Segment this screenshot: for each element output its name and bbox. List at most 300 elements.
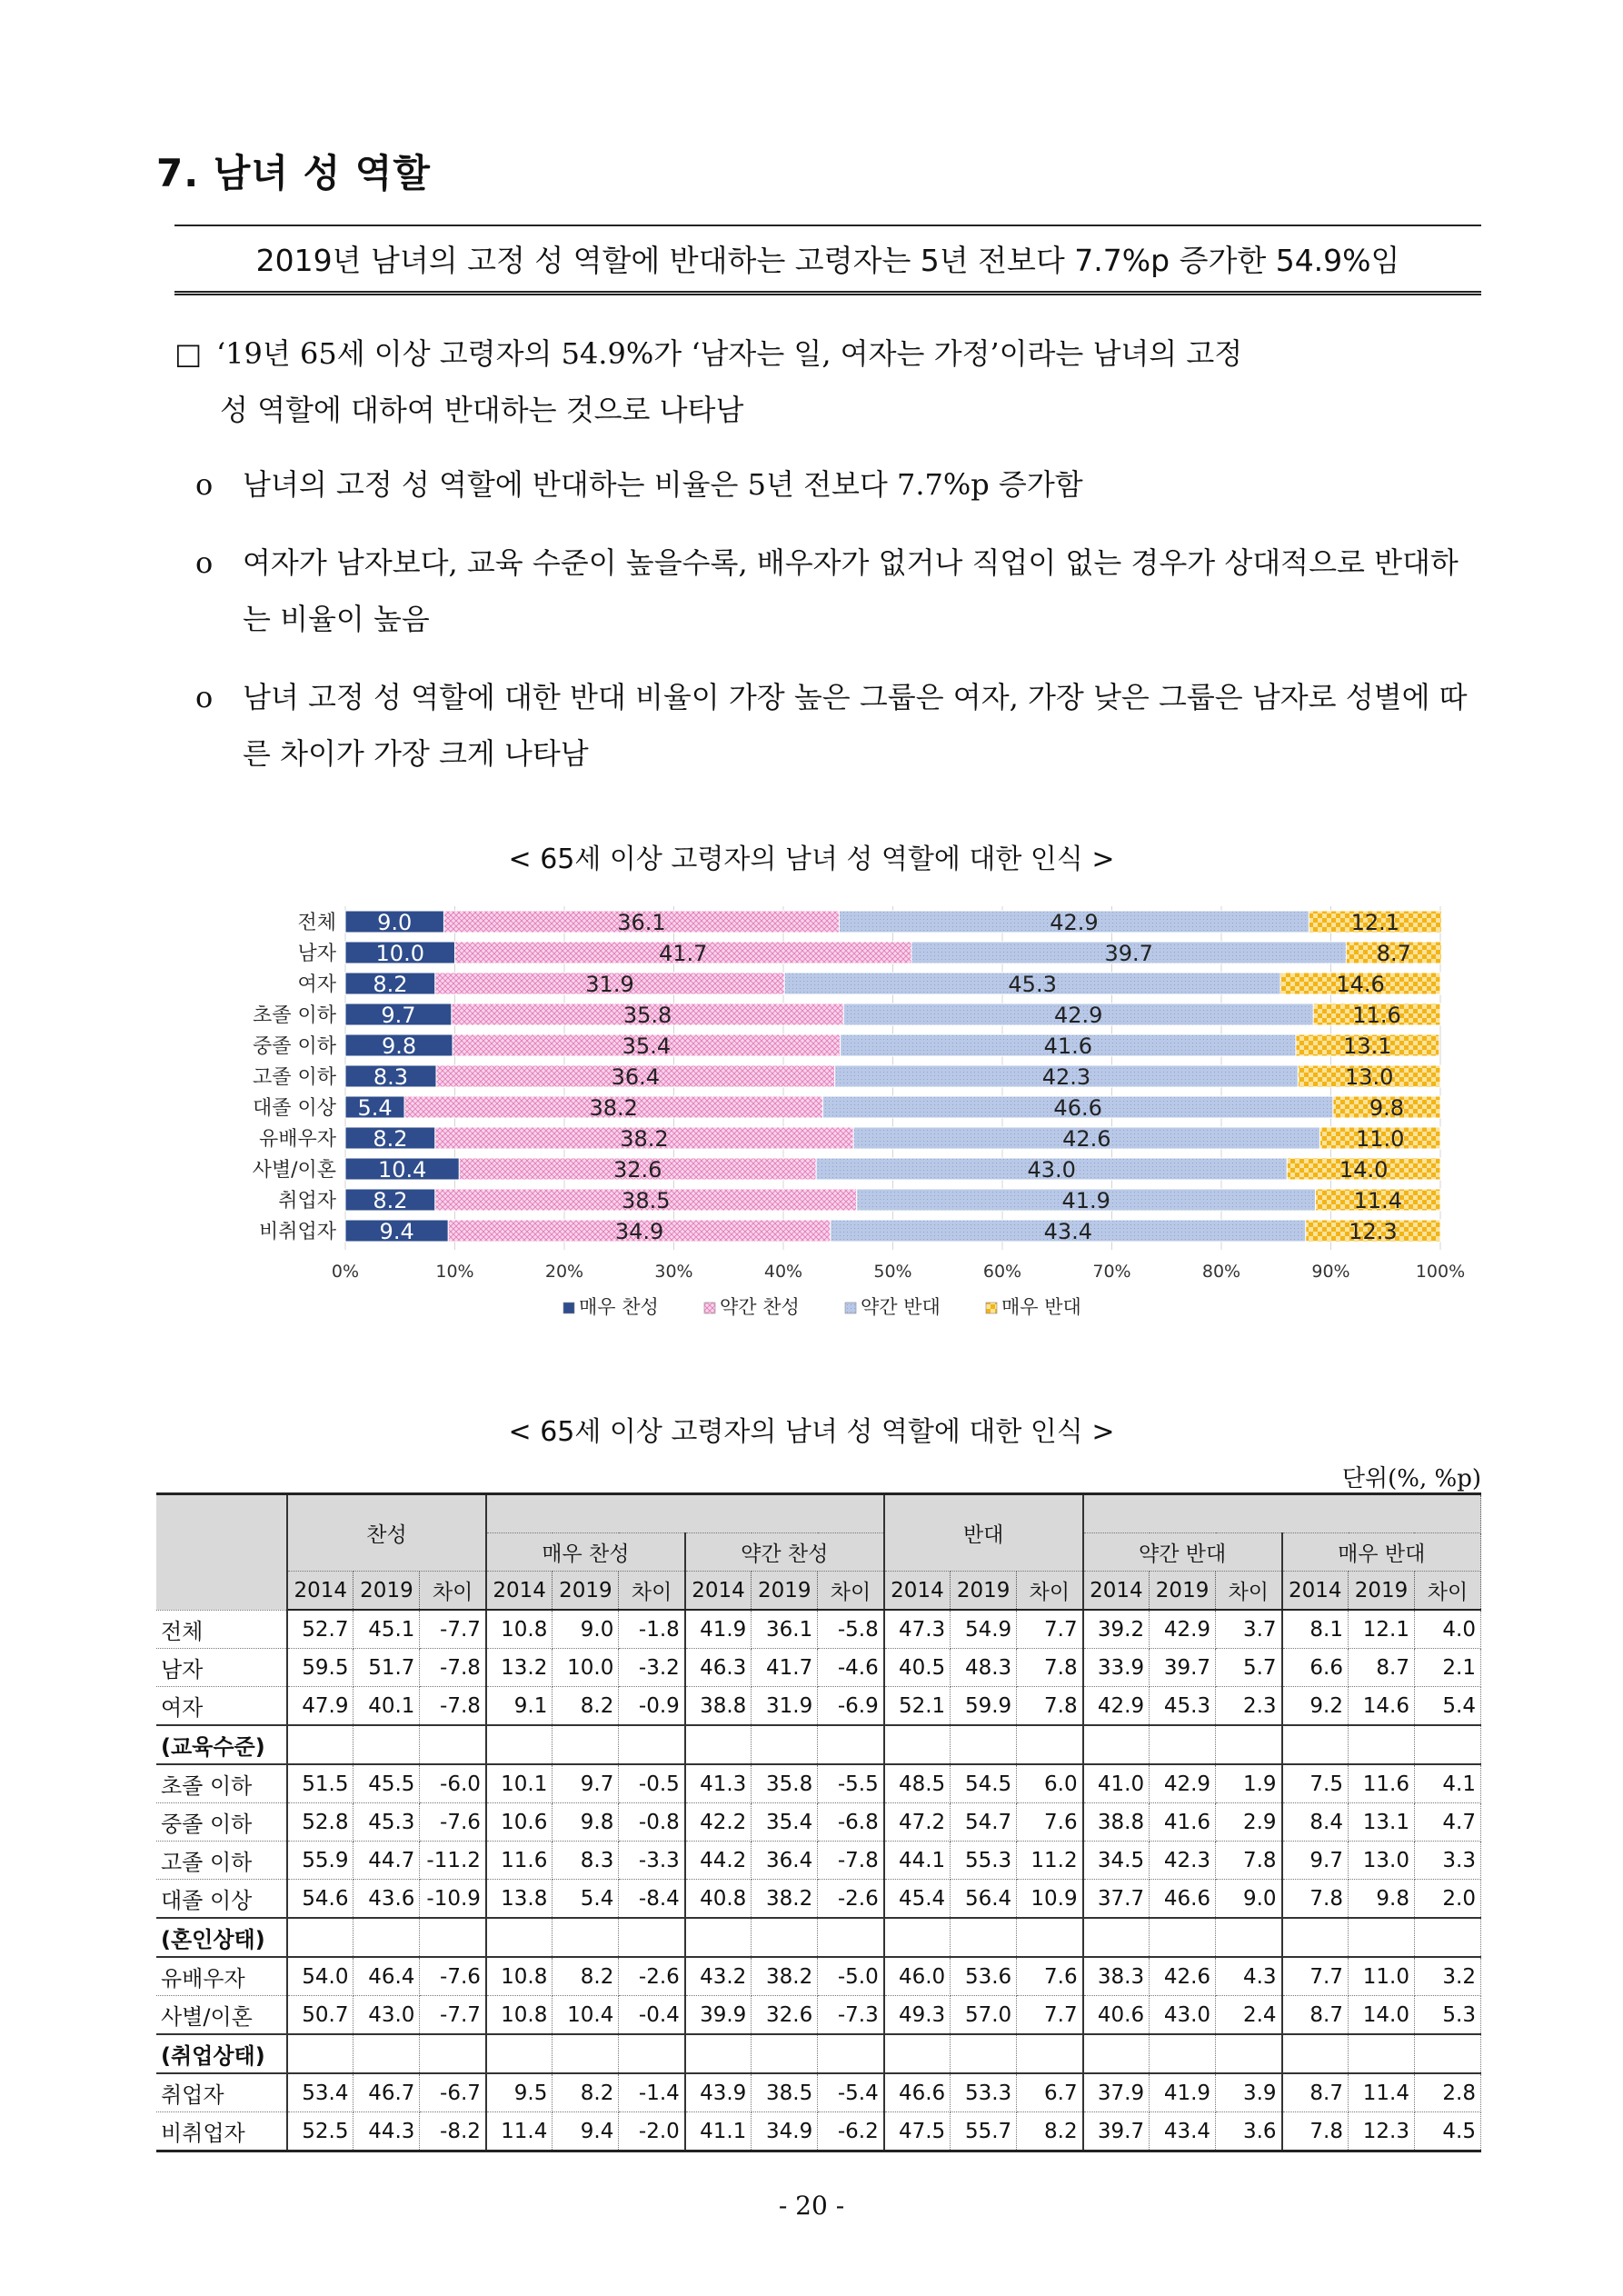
row-label: (혼인상태): [156, 1918, 287, 1957]
table-cell: 4.0: [1414, 1610, 1480, 1649]
year-header: 2014: [685, 1572, 752, 1611]
table-group-row: [156, 1918, 1481, 1957]
table-cell: 14.6: [1349, 1687, 1415, 1726]
table-cell: 38.2: [752, 1880, 818, 1919]
table-cell: 2.8: [1414, 2073, 1480, 2112]
table-cell: -6.8: [818, 1803, 884, 1842]
table-cell: 13.0: [1349, 1842, 1415, 1880]
table-cell: -6.9: [818, 1687, 884, 1726]
table-cell: 43.9: [685, 2073, 752, 2112]
x-tick-label: 90%: [1311, 1262, 1350, 1282]
table-cell: 2.3: [1216, 1687, 1282, 1726]
y-category-label: 유배우자: [258, 1128, 336, 1151]
x-tick-label: 80%: [1201, 1262, 1241, 1282]
table-cell: -7.7: [420, 1610, 486, 1649]
row-label: 대졸 이상: [156, 1880, 287, 1919]
table-cell: 9.1: [486, 1687, 553, 1726]
table-cell: [685, 1725, 752, 1764]
data-table: [156, 1492, 1481, 2152]
table-cell: [1349, 1725, 1415, 1764]
table-cell: 10.6: [486, 1803, 553, 1842]
table-cell: [353, 1725, 420, 1764]
header-disagree-spacer: [1083, 1494, 1481, 1533]
table-cell: -0.4: [619, 1996, 685, 2035]
table-cell: 5.4: [553, 1880, 619, 1919]
row-label: 여자: [156, 1687, 287, 1726]
y-category-label: 여자: [297, 973, 336, 996]
bar-value-label: 11.4: [1353, 1188, 1403, 1213]
table-cell: 3.7: [1216, 1610, 1282, 1649]
table-row: [156, 1803, 1481, 1842]
table-cell: 4.5: [1414, 2112, 1480, 2151]
table-cell: 13.8: [486, 1880, 553, 1919]
table-cell: 40.5: [884, 1649, 951, 1687]
table-cell: [884, 2034, 951, 2073]
table-cell: 2.0: [1414, 1880, 1480, 1919]
row-label: 전체: [156, 1610, 287, 1649]
circle-bullet-icon: o: [195, 467, 214, 502]
table-cell: 14.0: [1349, 1996, 1415, 2035]
table-cell: -8.2: [420, 2112, 486, 2151]
table-cell: -7.8: [420, 1649, 486, 1687]
table-cell: 7.8: [1282, 2112, 1349, 2151]
table-cell: 51.5: [287, 1764, 353, 1803]
table-cell: 40.6: [1083, 1996, 1150, 2035]
table-cell: [353, 2034, 420, 2073]
table-cell: -7.6: [420, 1957, 486, 1996]
table-cell: 35.8: [752, 1764, 818, 1803]
table-cell: 39.2: [1083, 1610, 1150, 1649]
table-cell: 6.0: [1017, 1764, 1083, 1803]
table-cell: 42.9: [1150, 1764, 1216, 1803]
table-cell: 5.4: [1414, 1687, 1480, 1726]
table-cell: [1414, 2034, 1480, 2073]
table-cell: 11.4: [1349, 2073, 1415, 2112]
summary-text: 2019년 남녀의 고정 성 역할에 반대하는 고령자는 5년 전보다 7.7%p 증가한 54.9%임: [255, 243, 1400, 278]
table-cell: 41.7: [752, 1649, 818, 1687]
table-cell: 42.2: [685, 1803, 752, 1842]
year-header: 차이: [1414, 1572, 1480, 1611]
table-cell: 38.8: [685, 1687, 752, 1726]
table-cell: 50.7: [287, 1996, 353, 2035]
legend-swatch: [704, 1303, 715, 1313]
table-cell: 10.0: [553, 1649, 619, 1687]
table-cell: 54.5: [951, 1764, 1017, 1803]
bar-value-label: 46.6: [1053, 1095, 1102, 1121]
table-cell: -7.6: [420, 1803, 486, 1842]
table-cell: 4.1: [1414, 1764, 1480, 1803]
table-cell: 45.5: [353, 1764, 420, 1803]
table-cell: 55.9: [287, 1842, 353, 1880]
table-cell: 36.4: [752, 1842, 818, 1880]
table-cell: [951, 2034, 1017, 2073]
table-row: [156, 1842, 1481, 1880]
table-row: [156, 1764, 1481, 1803]
x-tick-label: 0%: [331, 1262, 360, 1282]
year-header: 차이: [818, 1572, 884, 1611]
table-cell: 9.7: [1282, 1842, 1349, 1880]
table-row: [156, 2073, 1481, 2112]
table-cell: 13.2: [486, 1649, 553, 1687]
bar-value-label: 34.9: [614, 1219, 664, 1244]
table-cell: [1150, 2034, 1216, 2073]
table-cell: 43.6: [353, 1880, 420, 1919]
table-corner: [156, 1494, 287, 1611]
bar-value-label: 42.3: [1041, 1064, 1091, 1090]
legend-swatch: [986, 1303, 997, 1313]
bar-value-label: 5.4: [357, 1095, 393, 1121]
bar-value-label: 42.6: [1062, 1126, 1111, 1152]
table-cell: [420, 1725, 486, 1764]
y-category-label: 대졸 이상: [252, 1097, 336, 1120]
bar-value-label: 14.6: [1336, 972, 1385, 997]
table-cell: [486, 1725, 553, 1764]
bullet-text: 남녀 고정 성 역할에 대한 반대 비율이 가장 높은 그룹은 여자, 가장 낮은 그룹은 남자로 성별에 따른 차이가 가장 크게 나타남: [243, 680, 1468, 771]
table-cell: 52.8: [287, 1803, 353, 1842]
table-cell: 7.7: [1282, 1957, 1349, 1996]
table-cell: 5.7: [1216, 1649, 1282, 1687]
bar-value-label: 8.2: [373, 1188, 408, 1213]
header-agree-spacer: [486, 1494, 884, 1533]
bar-value-label: 31.9: [585, 972, 634, 997]
unit-label: 단위(%, %p): [1341, 1465, 1481, 1492]
table-cell: 47.2: [884, 1803, 951, 1842]
table-cell: 48.5: [884, 1764, 951, 1803]
table-cell: -4.6: [818, 1649, 884, 1687]
table-cell: [420, 2034, 486, 2073]
table-cell: -7.8: [818, 1842, 884, 1880]
table-cell: 45.3: [353, 1803, 420, 1842]
table-cell: 2.9: [1216, 1803, 1282, 1842]
stacked-bar-chart: [200, 904, 1466, 1350]
table-cell: 36.1: [752, 1610, 818, 1649]
table-cell: 45.3: [1150, 1687, 1216, 1726]
paragraph-line-1: ‘19년 65세 이상 고령자의 54.9%가 ‘남자는 일, 여자는 가정’이라는 남녀의 고정: [216, 336, 1243, 371]
table-cell: -1.4: [619, 2073, 685, 2112]
table-cell: 42.6: [1150, 1957, 1216, 1996]
table-cell: [1216, 1918, 1282, 1957]
year-header: 2019: [353, 1572, 420, 1611]
table-cell: 47.9: [287, 1687, 353, 1726]
y-category-label: 중졸 이하: [252, 1035, 336, 1058]
table-cell: 8.2: [553, 2073, 619, 2112]
table-cell: 45.1: [353, 1610, 420, 1649]
legend-swatch: [845, 1303, 856, 1313]
x-tick-label: 50%: [873, 1262, 912, 1282]
table-cell: 59.5: [287, 1649, 353, 1687]
table-cell: 11.0: [1349, 1957, 1415, 1996]
table-cell: [752, 1918, 818, 1957]
table-cell: -6.0: [420, 1764, 486, 1803]
table-cell: 44.1: [884, 1842, 951, 1880]
table-cell: 7.7: [1017, 1996, 1083, 2035]
bar-value-label: 8.7: [1376, 941, 1411, 966]
table-row: [156, 1687, 1481, 1726]
bar-value-label: 35.8: [622, 1003, 672, 1028]
year-header: 2014: [1083, 1572, 1150, 1611]
bar-value-label: 35.4: [622, 1033, 672, 1059]
table-row: [156, 2112, 1481, 2151]
table-cell: 2.1: [1414, 1649, 1480, 1687]
bar-value-label: 32.6: [613, 1157, 662, 1183]
table-cell: 7.8: [1017, 1687, 1083, 1726]
y-category-label: 고졸 이하: [252, 1066, 336, 1089]
table-cell: 7.6: [1017, 1957, 1083, 1996]
table-cell: [818, 2034, 884, 2073]
table-cell: 46.6: [1150, 1880, 1216, 1919]
table-cell: -6.2: [818, 2112, 884, 2151]
header-some-disagree: 약간 반대: [1083, 1533, 1282, 1572]
table-cell: [752, 2034, 818, 2073]
table-cell: 1.9: [1216, 1764, 1282, 1803]
bar-value-label: 42.9: [1050, 910, 1099, 935]
bullet-text: 여자가 남자보다, 교육 수준이 높을수록, 배우자가 없거나 직업이 없는 경우가 상대적으로 반대하는 비율이 높음: [243, 545, 1459, 636]
x-tick-label: 20%: [544, 1262, 584, 1282]
table-cell: 44.3: [353, 2112, 420, 2151]
table-row: [156, 1610, 1481, 1649]
table-cell: [1083, 1725, 1150, 1764]
table-cell: 54.0: [287, 1957, 353, 1996]
table-cell: 7.6: [1017, 1803, 1083, 1842]
table-cell: 9.4: [553, 2112, 619, 2151]
table-cell: 6.6: [1282, 1649, 1349, 1687]
bullet-item: [195, 456, 1486, 513]
table-cell: [619, 1725, 685, 1764]
table-cell: 46.4: [353, 1957, 420, 1996]
row-label: (교육수준): [156, 1725, 287, 1764]
table-row: [156, 1996, 1481, 2035]
table-cell: [1414, 1918, 1480, 1957]
bar-value-label: 12.3: [1349, 1219, 1398, 1244]
table-cell: 39.7: [1150, 1649, 1216, 1687]
table-cell: [1349, 2034, 1415, 2073]
table-cell: [1150, 1918, 1216, 1957]
bullet-text: 남녀의 고정 성 역할에 반대하는 비율은 5년 전보다 7.7%p 증가함: [243, 467, 1083, 502]
table-cell: [685, 2034, 752, 2073]
row-label: 남자: [156, 1649, 287, 1687]
table-cell: [1282, 1725, 1349, 1764]
bar-value-label: 9.8: [1369, 1095, 1405, 1121]
bar-value-label: 42.9: [1054, 1003, 1103, 1028]
table-cell: 56.4: [951, 1880, 1017, 1919]
table-cell: 33.9: [1083, 1649, 1150, 1687]
table-cell: 9.2: [1282, 1687, 1349, 1726]
table-year-row: [156, 1572, 1481, 1611]
summary-box: [174, 225, 1481, 295]
table-cell: 32.6: [752, 1996, 818, 2035]
row-label: 유배우자: [156, 1957, 287, 1996]
x-tick-label: 10%: [435, 1262, 474, 1282]
table-cell: 52.5: [287, 2112, 353, 2151]
table-cell: 38.3: [1083, 1957, 1150, 1996]
table-cell: [486, 2034, 553, 2073]
table-cell: 40.8: [685, 1880, 752, 1919]
table-cell: -3.3: [619, 1842, 685, 1880]
table-cell: [1017, 2034, 1083, 2073]
table-cell: 2.4: [1216, 1996, 1282, 2035]
row-label: 사별/이혼: [156, 1996, 287, 2035]
table-cell: 10.8: [486, 1610, 553, 1649]
bar-value-label: 36.4: [611, 1064, 661, 1090]
table-cell: [619, 1918, 685, 1957]
bar-value-label: 13.1: [1343, 1033, 1392, 1059]
table-cell: [553, 2034, 619, 2073]
table-cell: 41.6: [1150, 1803, 1216, 1842]
table-cell: 39.7: [1083, 2112, 1150, 2151]
bar-value-label: 12.1: [1350, 910, 1400, 935]
bar-value-label: 8.2: [373, 1126, 408, 1152]
table-cell: 9.0: [1216, 1880, 1282, 1919]
table-cell: [287, 1918, 353, 1957]
year-header: 차이: [1216, 1572, 1282, 1611]
table-cell: 34.5: [1083, 1842, 1150, 1880]
table-cell: 11.6: [1349, 1764, 1415, 1803]
bar-value-label: 14.0: [1339, 1157, 1389, 1183]
y-category-label: 초졸 이하: [252, 1004, 336, 1027]
table-cell: 41.3: [685, 1764, 752, 1803]
year-header: 2019: [1349, 1572, 1415, 1611]
year-header: 2014: [884, 1572, 951, 1611]
table-cell: 8.7: [1282, 1996, 1349, 2035]
bar-value-label: 43.0: [1027, 1157, 1076, 1183]
table-cell: [287, 1725, 353, 1764]
header-strong-disagree: 매우 반대: [1282, 1533, 1481, 1572]
bar-value-label: 41.9: [1061, 1188, 1110, 1213]
table-cell: 53.3: [951, 2073, 1017, 2112]
bar-value-label: 39.7: [1104, 941, 1153, 966]
table-cell: 44.2: [685, 1842, 752, 1880]
table-cell: -2.6: [818, 1880, 884, 1919]
table-cell: 53.4: [287, 2073, 353, 2112]
year-header: 2014: [1282, 1572, 1349, 1611]
table-cell: -7.7: [420, 1996, 486, 2035]
bar-value-label: 9.0: [377, 910, 413, 935]
year-header: 2014: [287, 1572, 353, 1611]
legend-label: 약간 반대: [861, 1296, 941, 1318]
table-cell: -8.4: [619, 1880, 685, 1919]
legend-swatch: [563, 1303, 574, 1313]
table-cell: [1282, 1918, 1349, 1957]
table-cell: 54.7: [951, 1803, 1017, 1842]
table-cell: 54.9: [951, 1610, 1017, 1649]
table-cell: -5.0: [818, 1957, 884, 1996]
table-cell: [1083, 2034, 1150, 2073]
table-cell: 8.2: [1017, 2112, 1083, 2151]
table-cell: -5.4: [818, 2073, 884, 2112]
table-cell: 3.9: [1216, 2073, 1282, 2112]
table-cell: [1282, 2034, 1349, 2073]
table-cell: [1216, 2034, 1282, 2073]
table-cell: 41.0: [1083, 1764, 1150, 1803]
table-cell: 54.6: [287, 1880, 353, 1919]
table-cell: 51.7: [353, 1649, 420, 1687]
table-cell: 48.3: [951, 1649, 1017, 1687]
table-cell: -0.8: [619, 1803, 685, 1842]
circle-bullet-icon: o: [195, 545, 214, 580]
table-cell: 8.2: [553, 1957, 619, 1996]
row-label: 중졸 이하: [156, 1803, 287, 1842]
bullet-item: [195, 669, 1486, 782]
table-cell: 7.8: [1282, 1880, 1349, 1919]
table-cell: -0.5: [619, 1764, 685, 1803]
year-header: 2019: [951, 1572, 1017, 1611]
table-cell: 44.7: [353, 1842, 420, 1880]
row-label: 고졸 이하: [156, 1842, 287, 1880]
table-cell: -2.0: [619, 2112, 685, 2151]
chart-caption: < 65세 이상 고령자의 남녀 성 역할에 대한 인식 >: [508, 844, 1115, 875]
table-cell: -1.8: [619, 1610, 685, 1649]
table-cell: 34.9: [752, 2112, 818, 2151]
table-cell: 47.5: [884, 2112, 951, 2151]
table-cell: [752, 1725, 818, 1764]
table-cell: 52.1: [884, 1687, 951, 1726]
bar-value-label: 41.6: [1043, 1033, 1093, 1059]
table-cell: [818, 1918, 884, 1957]
table-cell: 9.8: [553, 1803, 619, 1842]
bar-value-label: 10.4: [377, 1157, 427, 1183]
table-cell: 6.7: [1017, 2073, 1083, 2112]
bar-value-label: 41.7: [659, 941, 708, 966]
table-cell: 9.7: [553, 1764, 619, 1803]
table-cell: -7.8: [420, 1687, 486, 1726]
table-cell: 8.2: [553, 1687, 619, 1726]
year-header: 2019: [553, 1572, 619, 1611]
table-cell: -11.2: [420, 1842, 486, 1880]
table-cell: 38.5: [752, 2073, 818, 2112]
bar-value-label: 38.2: [589, 1095, 638, 1121]
table-cell: [1349, 1918, 1415, 1957]
x-tick-label: 40%: [763, 1262, 803, 1282]
table-cell: 5.3: [1414, 1996, 1480, 2035]
table-cell: -6.7: [420, 2073, 486, 2112]
bar-value-label: 13.0: [1344, 1064, 1394, 1090]
table-cell: 47.3: [884, 1610, 951, 1649]
table-cell: -3.2: [619, 1649, 685, 1687]
table-cell: 37.7: [1083, 1880, 1150, 1919]
bar-value-label: 9.8: [381, 1033, 417, 1059]
y-category-label: 사별/이혼: [252, 1159, 336, 1182]
bar-value-label: 8.3: [373, 1064, 409, 1090]
table-cell: 42.3: [1150, 1842, 1216, 1880]
x-tick-label: 60%: [982, 1262, 1022, 1282]
table-cell: 9.8: [1349, 1880, 1415, 1919]
header-disagree: 반대: [884, 1494, 1083, 1572]
table-cell: [353, 1918, 420, 1957]
table-header-row: [156, 1494, 1481, 1533]
table-cell: 10.8: [486, 1996, 553, 2035]
year-header: 2019: [1150, 1572, 1216, 1611]
x-tick-label: 70%: [1092, 1262, 1131, 1282]
table-cell: 9.0: [553, 1610, 619, 1649]
table-cell: 41.9: [685, 1610, 752, 1649]
table-cell: 7.8: [1017, 1649, 1083, 1687]
table-cell: [1150, 1725, 1216, 1764]
year-header: 차이: [420, 1572, 486, 1611]
table-cell: 42.9: [1083, 1687, 1150, 1726]
table-cell: 55.7: [951, 2112, 1017, 2151]
table-cell: -0.9: [619, 1687, 685, 1726]
table-cell: 4.7: [1414, 1803, 1480, 1842]
table-cell: -5.8: [818, 1610, 884, 1649]
table-cell: 10.8: [486, 1957, 553, 1996]
table-cell: 41.9: [1150, 2073, 1216, 2112]
table-cell: 8.7: [1282, 2073, 1349, 2112]
table-cell: [951, 1725, 1017, 1764]
table-cell: 3.3: [1414, 1842, 1480, 1880]
table-cell: -10.9: [420, 1880, 486, 1919]
header-some-agree: 약간 찬성: [685, 1533, 884, 1572]
table-cell: 49.3: [884, 1996, 951, 2035]
